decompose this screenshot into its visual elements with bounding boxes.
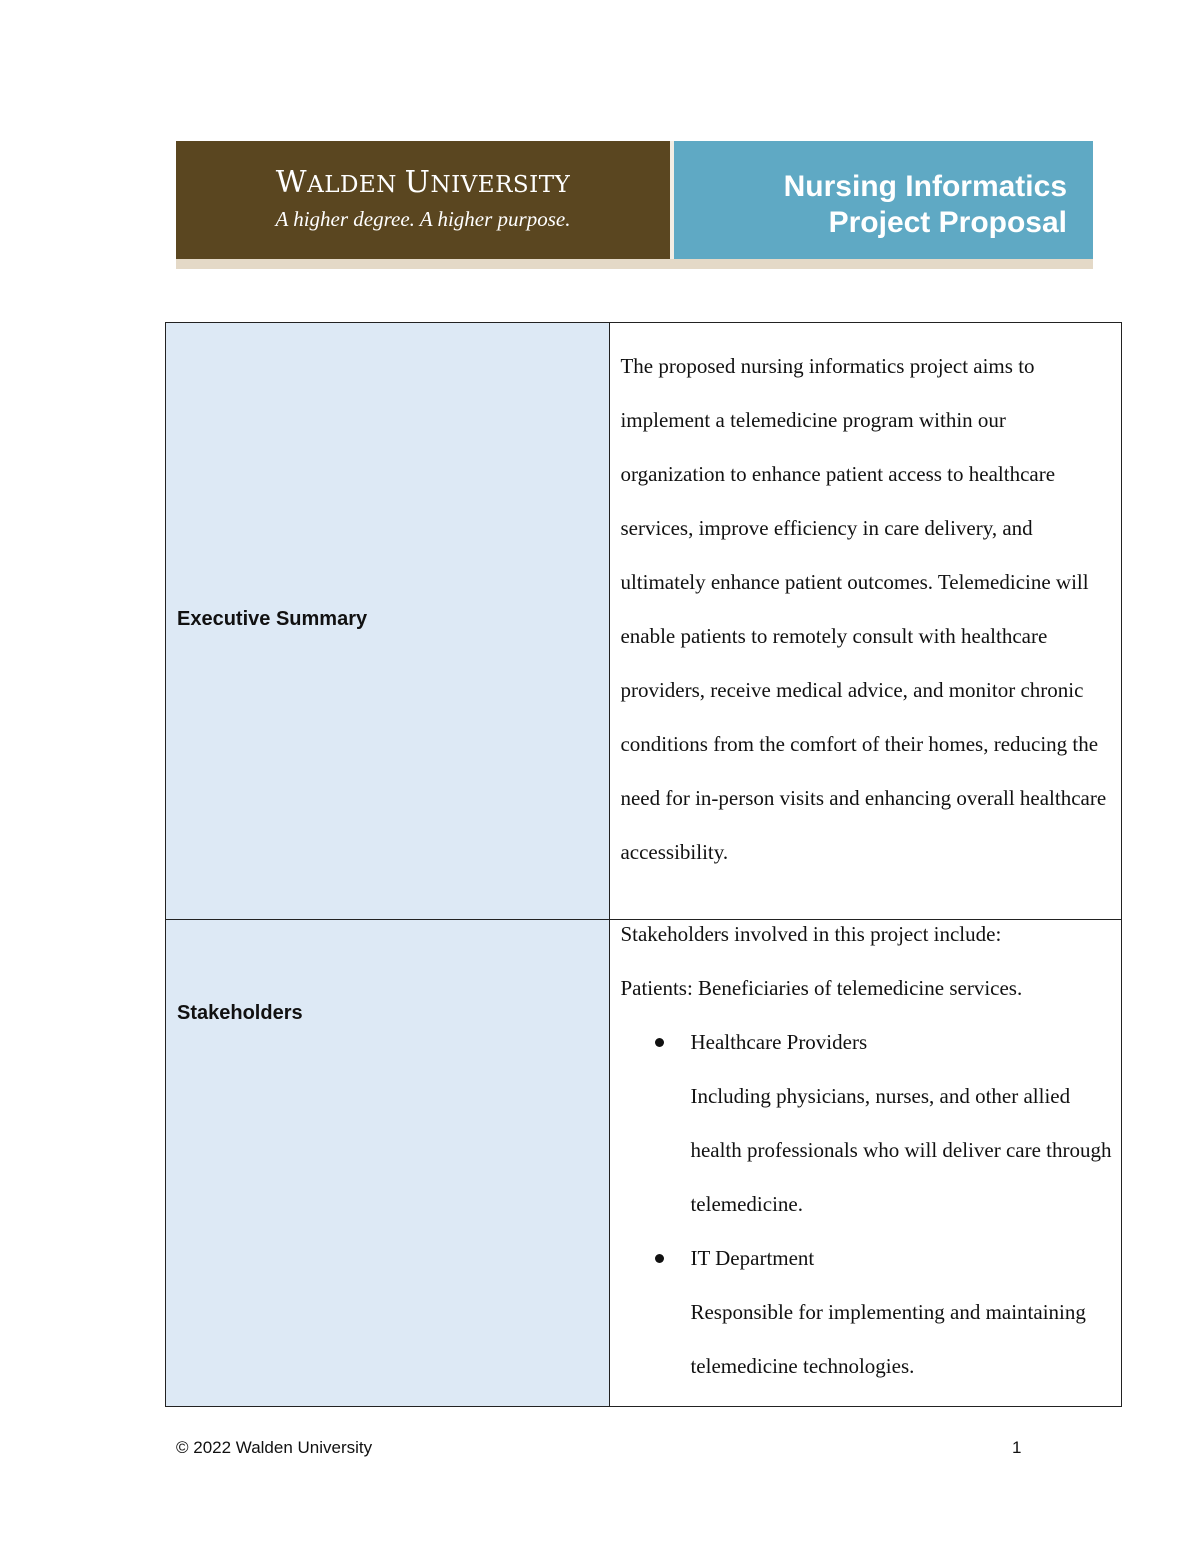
table-row xyxy=(166,323,1122,920)
executive-summary-text xyxy=(610,323,1121,879)
stakeholder-list xyxy=(620,1015,1113,1393)
university-logo xyxy=(176,141,670,259)
list-item xyxy=(620,1015,1113,1231)
bullet-icon xyxy=(655,1038,664,1047)
stakeholders-text xyxy=(610,907,1121,1393)
table-row xyxy=(166,920,1122,1407)
row-label-executive-summary: Executive Summary xyxy=(177,608,368,630)
row-content-cell xyxy=(610,920,1122,1407)
logo-wordmark xyxy=(176,165,670,200)
logo-initial-u: U xyxy=(404,165,431,200)
proposal-table xyxy=(165,322,1122,1407)
logo-rest-1: ALDEN xyxy=(307,172,405,198)
stakeholders-intro: Stakeholders involved in this project include: xyxy=(620,922,1002,946)
row-label-stakeholders: Stakeholders xyxy=(177,1002,303,1024)
row-label-cell xyxy=(166,920,610,1407)
stakeholder-desc: Including physicians, nurses, and other allied health professionals who will deliver care through telemedicine. xyxy=(690,1084,1112,1216)
document-title xyxy=(784,169,1067,241)
footer-copyright: © 2022 Walden University xyxy=(176,1438,373,1457)
title-panel xyxy=(674,141,1093,259)
page-number: 1 xyxy=(1012,1438,1022,1457)
header-banner xyxy=(176,141,1093,269)
logo-initial-w: W xyxy=(275,165,308,200)
title-line-1: Nursing Informatics xyxy=(783,170,1067,203)
row-label-cell xyxy=(166,323,610,920)
banner-strip xyxy=(176,259,1093,269)
stakeholder-desc: Responsible for implementing and maintaining telemedicine technologies. xyxy=(690,1300,1086,1378)
stakeholder-title: Healthcare Providers xyxy=(690,1030,868,1054)
row-content-cell xyxy=(610,323,1122,920)
title-line-2: Project Proposal xyxy=(828,206,1067,239)
executive-summary-paragraph: The proposed nursing informatics project aims to implement a telemedicine program within our organization to enhance patient access to healthcare services, improve efficiency in care delivery, and ultimately enhance patient outcomes. Telemedicine will enable patients to remotely consult with healthcare providers, receive medical advice, and monitor chronic conditions from the comfort of their homes, reducing the need for in-person visits and enhancing overall healthcare accessibility. xyxy=(620,354,1107,864)
list-item xyxy=(620,1231,1113,1393)
stakeholders-patients: Patients: Beneficiaries of telemedicine services. xyxy=(620,976,1023,1000)
stakeholder-title: IT Department xyxy=(690,1246,815,1270)
logo-tagline: A higher degree. A higher purpose. xyxy=(275,207,571,231)
bullet-icon xyxy=(655,1254,664,1263)
logo-rest-2: NIVERSITY xyxy=(430,172,571,198)
